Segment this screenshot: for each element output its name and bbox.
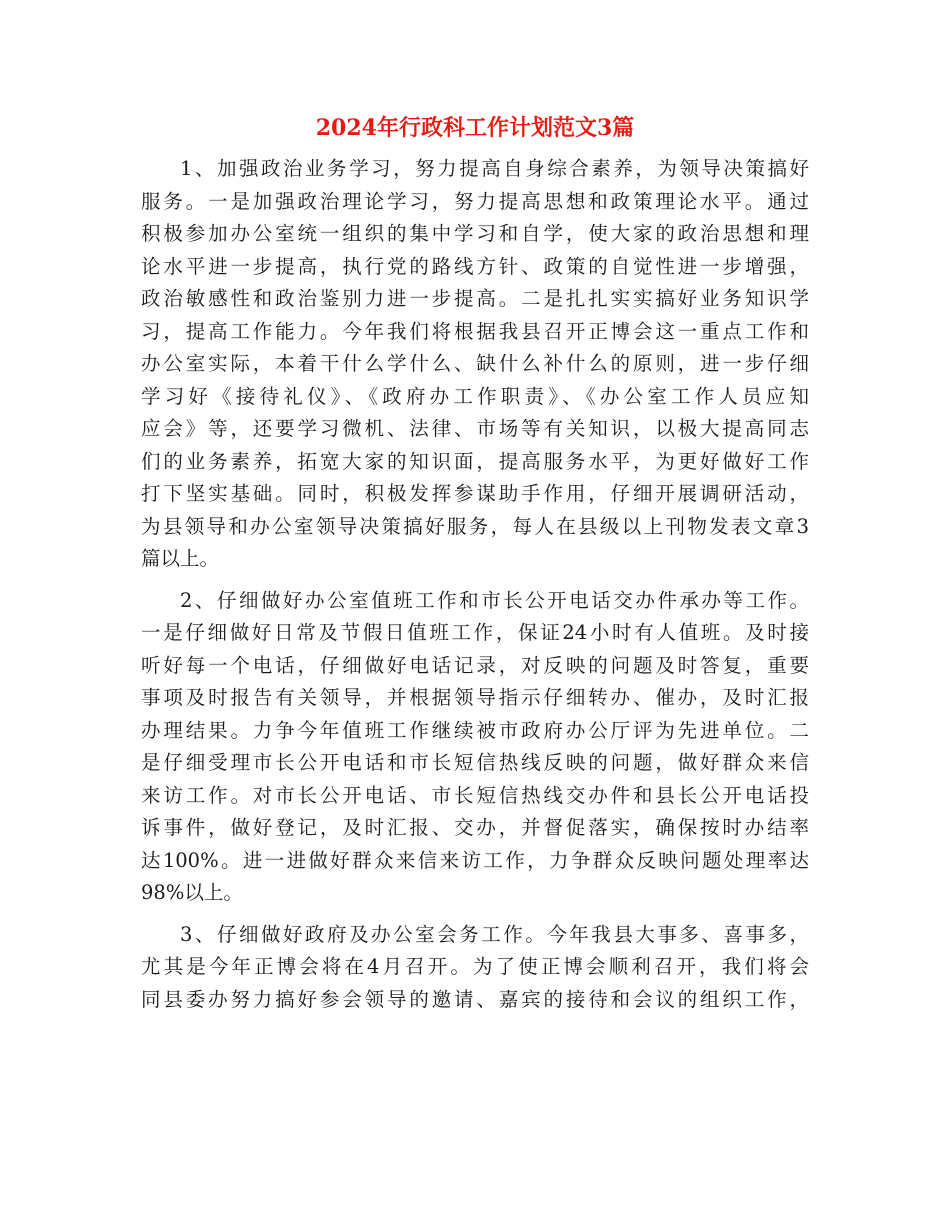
paragraph-line: 为县领导和办公室领导决策搞好服务，每人在县级以上刊物发表文章3 [141,514,809,538]
paragraph-line: 积极参加办公室统一组织的集中学习和自学，使大家的政治思想和理 [141,222,809,245]
paragraph-line: 听好每一个电话，仔细做好电话记录，对反映的问题及时答复，重要 [141,653,809,677]
paragraph-spacer [141,576,809,585]
paragraph-3 [141,919,809,1017]
paragraph-line: 习，提高工作能力。今年我们将根据我县召开正博会这一重点工作和 [141,319,809,343]
paragraph-line: 事项及时报告有关领导，并根据领导指示仔细转办、催办，及时汇报 [141,686,809,709]
paragraph-line: 篇以上。 [141,547,220,570]
paragraph-line: 同县委办努力搞好参会领导的邀请、嘉宾的接待和会议的组织工作， [141,987,809,1011]
paragraph-2 [141,585,809,910]
paragraph-line: 政治敏感性和政治鉴别力进一步提高。二是扎扎实实搞好业务知识学 [141,287,809,310]
document-title: 2024年行政科工作计划范文3篇 [315,115,635,141]
paragraph-line: 办公室实际，本着干什么学什么、缺什么补什么的原则，进一步仔细 [141,352,809,375]
paragraph-line: 论水平进一步提高，执行党的路线方针、政策的自觉性进一步增强， [141,254,809,278]
paragraph-line: 98%以上。 [141,881,243,904]
paragraph-line: 们的业务素养，拓宽大家的知识面，提高服务水平，为更好做好工作 [141,449,809,473]
paragraph-line: 打下坚实基础。同时，积极发挥参谋助手作用，仔细开展调研活动， [141,482,809,505]
paragraph-line: 来访工作。对市长公开电话、市长短信热线交办件和县长公开电话投 [141,783,809,807]
paragraph-spacer [141,910,809,919]
paragraph-line: 一是仔细做好日常及节假日值班工作，保证24小时有人值班。及时接 [141,621,809,644]
paragraph-line: 办理结果。力争今年值班工作继续被市政府办公厅评为先进单位。二 [141,718,809,742]
paragraph-line: 服务。一是加强政治理论学习，努力提高思想和政策理论水平。通过 [141,189,809,213]
paragraph-line: 3、仔细做好政府及办公室会务工作。今年我县大事多、喜事多， [180,922,809,946]
paragraph-line: 达100%。进一进做好群众来信来访工作，力争群众反映问题处理率达 [141,848,809,872]
document-body [141,153,809,1016]
paragraph-line: 尤其是今年正博会将在4月召开。为了使正博会顺利召开，我们将会 [141,955,809,978]
paragraph-line: 学习好《接待礼仪》、《政府办工作职责》、《办公室工作人员应知 [141,384,809,408]
paragraph-1 [141,153,809,576]
paragraph-line: 是仔细受理市长公开电话和市长短信热线反映的问题，做好群众来信 [141,751,809,774]
paragraph-line: 诉事件，做好登记，及时汇报、交办，并督促落实，确保按时办结率 [141,816,809,839]
paragraph-line: 2、仔细做好办公室值班工作和市长公开电话交办件承办等工作。 [180,588,809,612]
paragraph-line: 应会》等，还要学习微机、法律、市场等有关知识，以极大提高同志 [141,417,809,440]
paragraph-line: 1、加强政治业务学习，努力提高自身综合素养，为领导决策搞好 [180,157,809,180]
